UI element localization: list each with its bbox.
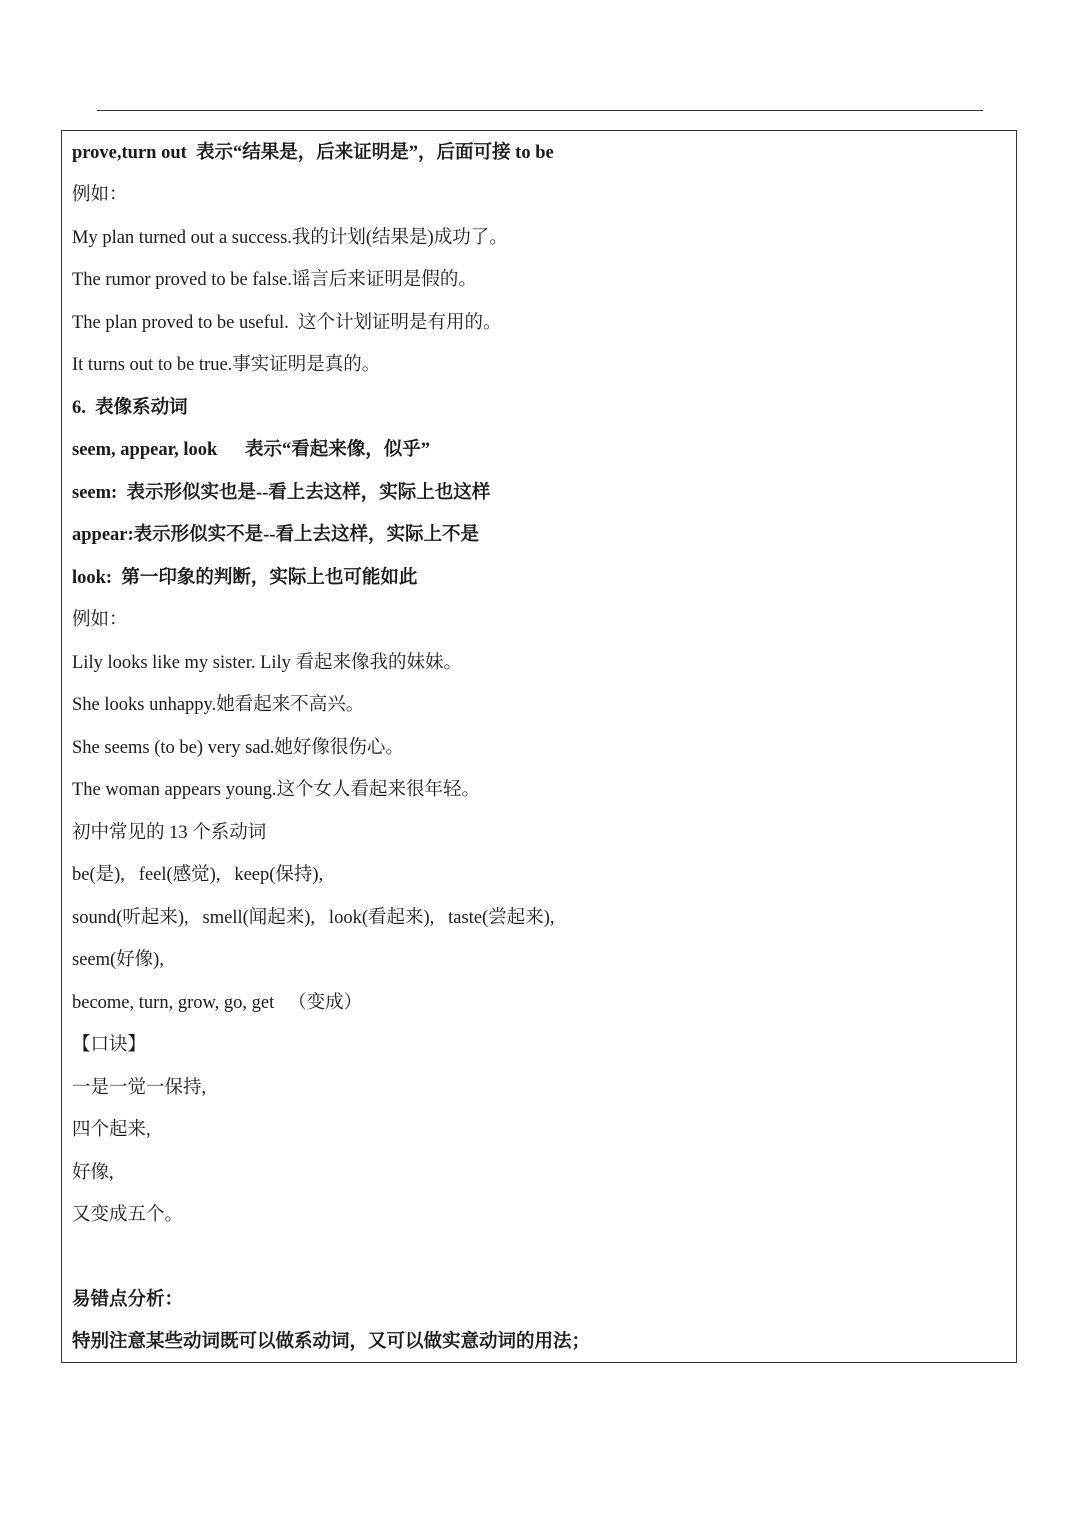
text-line-8: seem, appear, look 表示“看起来像，似乎” (72, 440, 431, 460)
text-line-23: 一是一觉一保持, (72, 1078, 207, 1098)
header-rule (97, 110, 983, 111)
text-line-27: 易错点分析： (72, 1290, 184, 1310)
text-line-9: seem: 表示形似实也是--看上去这样，实际上也这样 (72, 483, 491, 503)
text-line-15: She seems (to be) very sad.她好像很伤心。 (72, 738, 404, 758)
text-line-21: become, turn, grow, go, get （变成） (72, 993, 363, 1013)
content-box (61, 130, 1017, 1363)
text-line-6: It turns out to be true.事实证明是真的。 (72, 355, 381, 375)
text-line-28: 特别注意某些动词既可以做系动词，又可以做实意动词的用法； (72, 1332, 591, 1352)
text-line-16: The woman appears young.这个女人看起来很年轻。 (72, 780, 480, 800)
text-line-7: 6. 表像系动词 (72, 398, 188, 418)
text-line-14: She looks unhappy.她看起来不高兴。 (72, 695, 365, 715)
text-line-13: Lily looks like my sister. Lily 看起来像我的妹妹。 (72, 653, 463, 673)
text-line-4: The rumor proved to be false.谣言后来证明是假的。 (72, 270, 477, 290)
text-line-19: sound(听起来), smell(闻起来), look(看起来), taste(尝起来), (72, 908, 555, 928)
text-line-10: appear:表示形似实不是--看上去这样，实际上不是 (72, 525, 479, 545)
text-line-5: The plan proved to be useful. 这个计划证明是有用的。 (72, 313, 502, 333)
text-line-26: 又变成五个。 (72, 1205, 184, 1225)
text-line-3: My plan turned out a success.我的计划(结果是)成功了。 (72, 228, 508, 248)
text-line-2: 例如： (72, 185, 128, 205)
text-line-25: 好像, (72, 1163, 114, 1183)
text-line-11: look: 第一印象的判断，实际上也可能如此 (72, 568, 418, 588)
text-line-22: 【口诀】 (72, 1035, 147, 1055)
text-line-17: 初中常见的 13 个系动词 (72, 823, 267, 843)
text-line-20: seem(好像), (72, 950, 164, 970)
text-line-24: 四个起来, (72, 1120, 151, 1140)
text-line-1: prove,turn out 表示“结果是，后来证明是”，后面可接 to be (72, 143, 554, 163)
text-line-12: 例如： (72, 610, 128, 630)
text-line-18: be(是), feel(感觉), keep(保持), (72, 865, 324, 885)
